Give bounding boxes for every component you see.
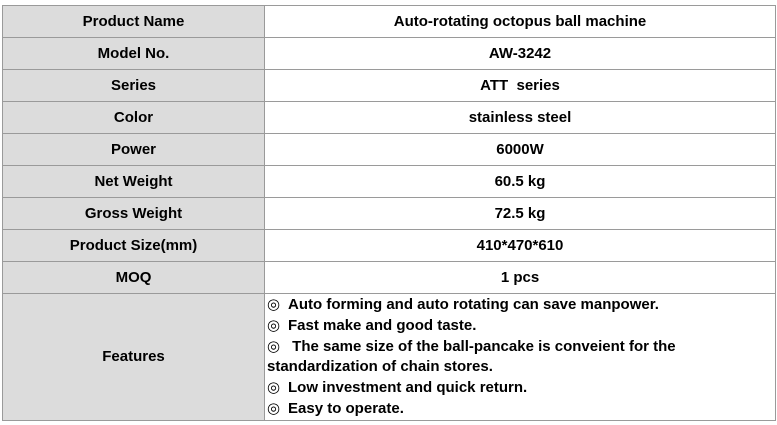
feature-text: Low investment and quick return.: [288, 379, 528, 397]
spec-value: 410*470*610: [265, 230, 776, 262]
spec-row-net-weight: [3, 166, 776, 198]
spec-label: Power: [3, 134, 265, 166]
spec-value: 60.5 kg: [265, 166, 776, 198]
spec-row-color: [3, 102, 776, 134]
spec-row-gross-weight: [3, 198, 776, 230]
spec-value: AW-3242: [265, 38, 776, 70]
spec-row-model-no: [3, 38, 776, 70]
features-list: [265, 294, 776, 421]
bullet-icon: ◎: [267, 296, 281, 313]
feature-text: Easy to operate.: [288, 399, 404, 417]
feature-text: Auto forming and auto rotating can save manpower.: [288, 296, 659, 313]
feature-text: standardization of chain stores.: [267, 358, 493, 376]
spec-value: 72.5 kg: [265, 198, 776, 230]
spec-label: Series: [3, 70, 265, 102]
spec-label: Net Weight: [3, 166, 265, 198]
bullet-icon: ◎: [267, 379, 281, 397]
spec-value: 6000W: [265, 134, 776, 166]
spec-label: Gross Weight: [3, 198, 265, 230]
feature-item-continuation: [267, 357, 773, 378]
feature-item: [267, 295, 773, 316]
feature-item: [267, 378, 773, 399]
spec-row-product-size: [3, 230, 776, 262]
feature-item: [267, 316, 773, 337]
spec-row-series: [3, 70, 776, 102]
feature-item: [267, 337, 773, 358]
spec-row-features: [3, 294, 776, 421]
spec-label: Model No.: [3, 38, 265, 70]
spec-row-product-name: [3, 6, 776, 38]
spec-label: MOQ: [3, 262, 265, 294]
spec-value: Auto-rotating octopus ball machine: [265, 6, 776, 38]
spec-value: 1 pcs: [265, 262, 776, 294]
feature-text: The same size of the ball-pancake is conveient for the: [288, 337, 676, 355]
feature-item: [267, 399, 773, 420]
bullet-icon: ◎: [267, 337, 281, 355]
spec-label: Product Size(mm): [3, 230, 265, 262]
spec-label: Product Name: [3, 6, 265, 38]
bullet-icon: ◎: [267, 316, 281, 334]
spec-row-power: [3, 134, 776, 166]
spec-table-container: [2, 5, 776, 421]
bullet-icon: ◎: [267, 399, 281, 417]
product-spec-table: [2, 5, 776, 421]
feature-text: Fast make and good taste.: [288, 316, 477, 334]
spec-value: stainless steel: [265, 102, 776, 134]
spec-row-moq: [3, 262, 776, 294]
spec-label: Color: [3, 102, 265, 134]
spec-value: ATT series: [265, 70, 776, 102]
spec-label: Features: [3, 294, 265, 421]
